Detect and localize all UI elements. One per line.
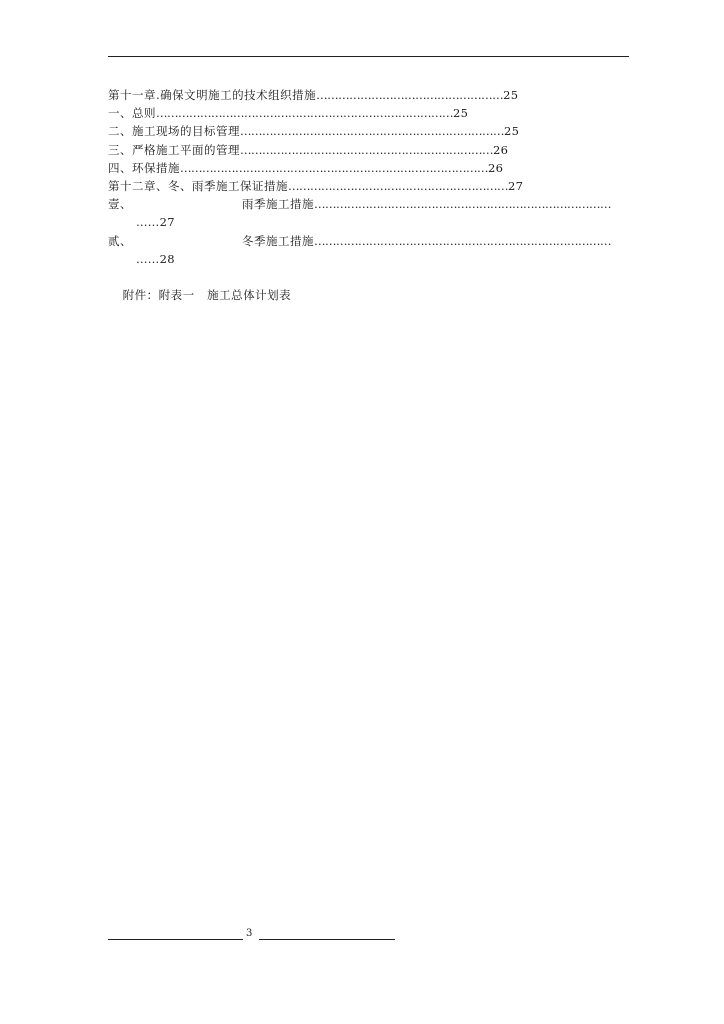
toc-entry[interactable] [108,86,658,104]
page-footer [108,928,398,942]
toc-entry-title: 第十一章.确保文明施工的技术组织措施 [108,88,317,102]
footer-rule-left [108,939,243,940]
toc-page-number: 27 [508,178,524,193]
toc-entry-title: 四、环保措施 [108,160,180,175]
toc-page-number: 26 [488,160,504,175]
toc-leader-dots: …………………………………………… [316,88,504,102]
toc-entry-wrapped[interactable] [108,232,658,250]
toc-entry[interactable] [108,122,658,140]
toc-leader-dots: ……………………………………………………………………… [314,197,611,212]
toc-entry-continuation [108,250,658,268]
toc-entry[interactable] [108,177,658,195]
toc-page-number: ……27 [136,215,175,230]
toc-entry-title: 一、总则 [108,106,156,121]
toc-entry-title: 三、严格施工平面的管理 [108,142,240,157]
toc-entry-continuation [108,213,658,231]
toc-page-number: 25 [504,124,520,139]
toc-entry[interactable] [108,104,658,122]
toc-appendix[interactable] [108,268,658,303]
toc-leader-dots: …………………………………………………… [288,178,508,193]
toc-entry-title: 二、施工现场的目标管理 [108,124,240,139]
toc-entry[interactable] [108,159,658,177]
toc-page-number: 25 [503,88,519,102]
header-rule [108,56,629,57]
toc-entry-title: 第十二章、冬、雨季施工保证措施 [108,178,288,193]
toc-entry-title: 雨季施工措施 [242,197,314,212]
footer-rule-right [259,939,395,940]
table-of-contents [108,86,658,303]
page-number: 3 [246,928,253,939]
toc-appendix-text: 附件：附表一 施工总体计划表 [122,288,292,303]
toc-leader-dots: ……………………………………………………………… [240,124,504,139]
toc-leader-dots: ……………………………………………………………………… [314,233,611,248]
toc-leader-dots: ………………………………………………………………………… [180,160,488,175]
toc-page-number: 25 [453,106,469,121]
toc-entry[interactable] [108,141,658,159]
toc-leader-dots: ……………………………………………………………………… [156,106,453,121]
toc-entry-wrapped[interactable] [108,195,658,213]
toc-page-number: 26 [493,142,509,157]
toc-entry-prefix: 贰、 [108,233,132,248]
toc-page-number: ……28 [136,251,175,266]
toc-entry-title: 冬季施工措施 [242,233,314,248]
toc-entry-prefix: 壹、 [108,197,132,212]
toc-leader-dots: …………………………………………………………… [240,142,493,157]
